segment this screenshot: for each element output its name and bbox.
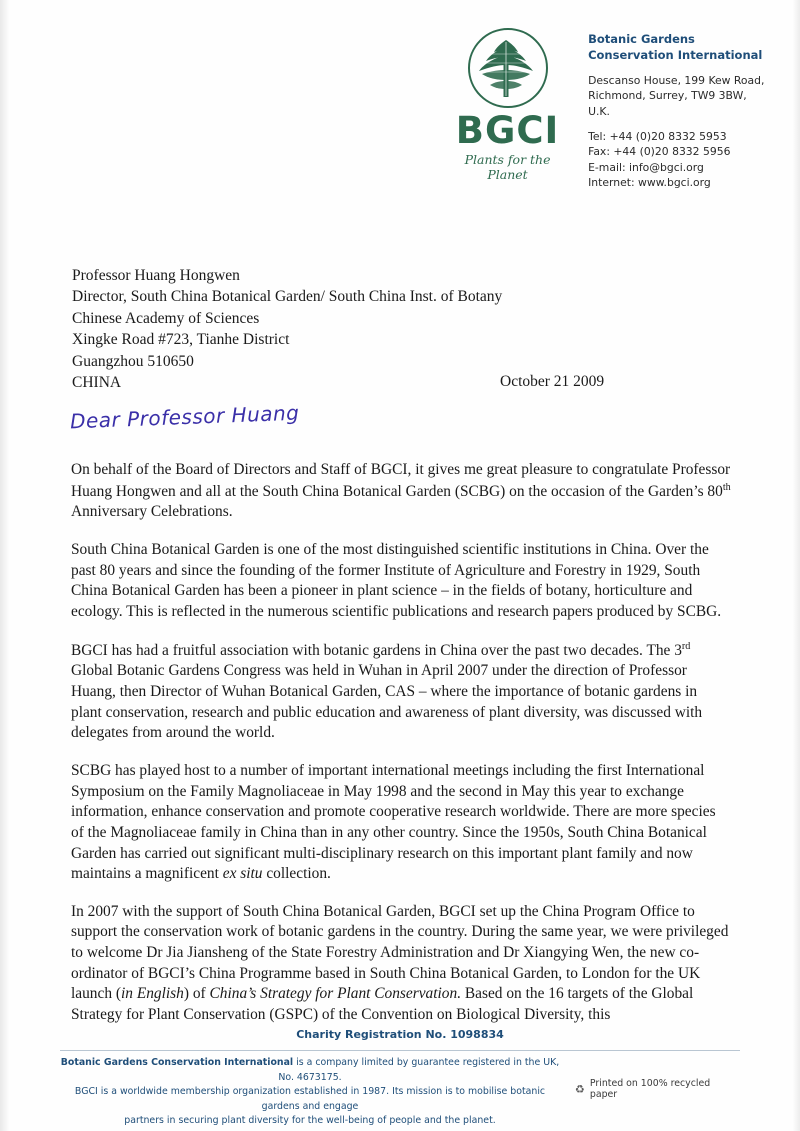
p5-part-b: ) of [183, 985, 210, 1003]
bgci-logo [445, 28, 570, 182]
footer-divider [60, 1050, 740, 1051]
p4-part-b: collection. [262, 865, 331, 883]
org-contact [588, 129, 765, 190]
recycled-notice [575, 1056, 740, 1100]
logo-tagline: Plants for the Planet [464, 152, 551, 182]
p5-emphasis-1: in English [121, 985, 184, 1003]
logo-wordmark: BGCI [455, 109, 560, 152]
page-footer [60, 1056, 740, 1129]
p1-part-a: On behalf of the Board of Directors and Staff of BGCI, it gives me great pleasure to congratulate Professor Huang Hongwen and all at the South China Botanical Garden (SCBG) on the occasion of the Garden’s 80 [71, 461, 731, 500]
recycled-text: Printed on 100% recycled paper [589, 1078, 711, 1100]
handwritten-salutation: Dear Professor Huang [69, 400, 300, 434]
p3-ordinal: rd [681, 640, 691, 652]
p5-part-c: Based on the 16 targets of the Global Strategy for Plant Conservation (GSPC) of the Convention on Biological Diversity, this [71, 985, 694, 1023]
body-paragraph-3 [71, 640, 731, 744]
addressee-line-2: Director, South China Botanical Garden/ South China Inst. of Botany [72, 288, 503, 306]
org-address-line1: Descanso House, 199 Kew Road, [588, 74, 765, 88]
charity-registration: Charity Registration No. 1098834 [296, 1028, 504, 1041]
org-name [588, 32, 765, 63]
letter-date: October 21 2009 [500, 373, 605, 390]
org-address-line2: Richmond, Surrey, TW9 3BW, U.K. [588, 89, 747, 118]
letter-body [71, 460, 731, 1043]
p5-part-a: In 2007 with the support of South China Botanical Garden, BGCI set up the China Program Office to support the conservation work of botanic gardens in the country. During the same year, we were privileged to welcome Dr Jia Jiansheng of the State Forestry Administration and Dr Xiangying Wen, the new co-ordinator of BGCI’s China Programme based in South China Botanical Garden, to London for the UK launch ( [71, 902, 729, 1003]
org-fax: Fax: +44 (0)20 8332 5956 [588, 145, 731, 159]
org-details [588, 28, 765, 190]
footer-line-3: partners in securing plant diversity for the well-being of people and the planet. [124, 1115, 496, 1127]
org-tel: Tel: +44 (0)20 8332 5953 [588, 130, 727, 144]
footer-line-1 [60, 1056, 560, 1085]
addressee-line-1: Professor Huang Hongwen [72, 267, 240, 284]
p3-part-a: BGCI has had a fruitful association with botanic gardens in China over the past two decades. The 3 [71, 641, 682, 659]
addressee-block [72, 265, 502, 393]
p1-ordinal: th [722, 481, 731, 493]
org-name-line1: Botanic Gardens [588, 32, 695, 46]
p3-part-b: Global Botanic Gardens Congress was held in Wuhan in April 2007 under the direction of Professor Huang, then Director of Wuhan Botanical Garden, CAS – where the importance of botanic gardens in plant conservation, research and public education and awareness of plant diversity, was discussed with delegates from around the world. [71, 662, 703, 742]
body-paragraph-1 [71, 460, 731, 523]
body-paragraph-4 [71, 761, 731, 885]
p4-part-a: SCBG has played host to a number of important international meetings including the first International Symposium on the Family Magnoliaceae in May 1998 and the second in May this year to exchange information, enhance conservation and promote cooperative research worldwide. There are more species of the Magnoliaceae family in China than in any other country. Since the 1950s, South China Botanical Garden has carried out significant multi-disciplinary research on this important plant family and now maintains a magnificent [71, 761, 716, 883]
addressee-line-6: CHINA [72, 373, 122, 391]
footer-company-info: is a company limited by guarantee registered in the UK, No. 4673175. [278, 1057, 560, 1083]
addressee-line-5: Guangzhou 510650 [72, 352, 194, 370]
recycle-icon: ♻ [575, 1082, 585, 1096]
letterhead [445, 28, 765, 190]
footer-legal-text [60, 1056, 560, 1129]
footer-org-name: Botanic Gardens Conservation International [60, 1057, 294, 1068]
footer-line-2: BGCI is a worldwide membership organization established in 1987. Its mission is to mobilise botanic gardens and engage [74, 1086, 546, 1112]
addressee-line-3: Chinese Academy of Sciences [72, 309, 260, 327]
body-paragraph-2: South China Botanical Garden is one of the most distinguished scientific institutions in China. Over the past 80 years and since the founding of the former Institute of Agriculture and Forestry in 1929, South China Botanical Garden has been a pioneer in plant science – in the fields of botany, horticulture and ecology. This is reflected in the numerous scientific publications and research papers produced by SCBG. [71, 541, 722, 620]
scan-edge-left [0, 0, 10, 1131]
p5-title: China’s Strategy for Plant Conservation. [209, 985, 462, 1003]
scan-edge-right [792, 0, 800, 1131]
addressee-line-4: Xingke Road #723, Tianhe District [72, 331, 290, 349]
p1-part-b: Anniversary Celebrations. [71, 503, 233, 521]
org-address [588, 73, 765, 119]
org-email: E-mail: info@bgci.org [588, 160, 704, 174]
org-name-line2: Conservation International [588, 47, 763, 62]
body-paragraph-5 [71, 902, 731, 1026]
tree-logo-icon [468, 28, 548, 108]
p4-latin-term: ex situ [222, 865, 263, 883]
org-internet: Internet: www.bgci.org [588, 176, 711, 189]
